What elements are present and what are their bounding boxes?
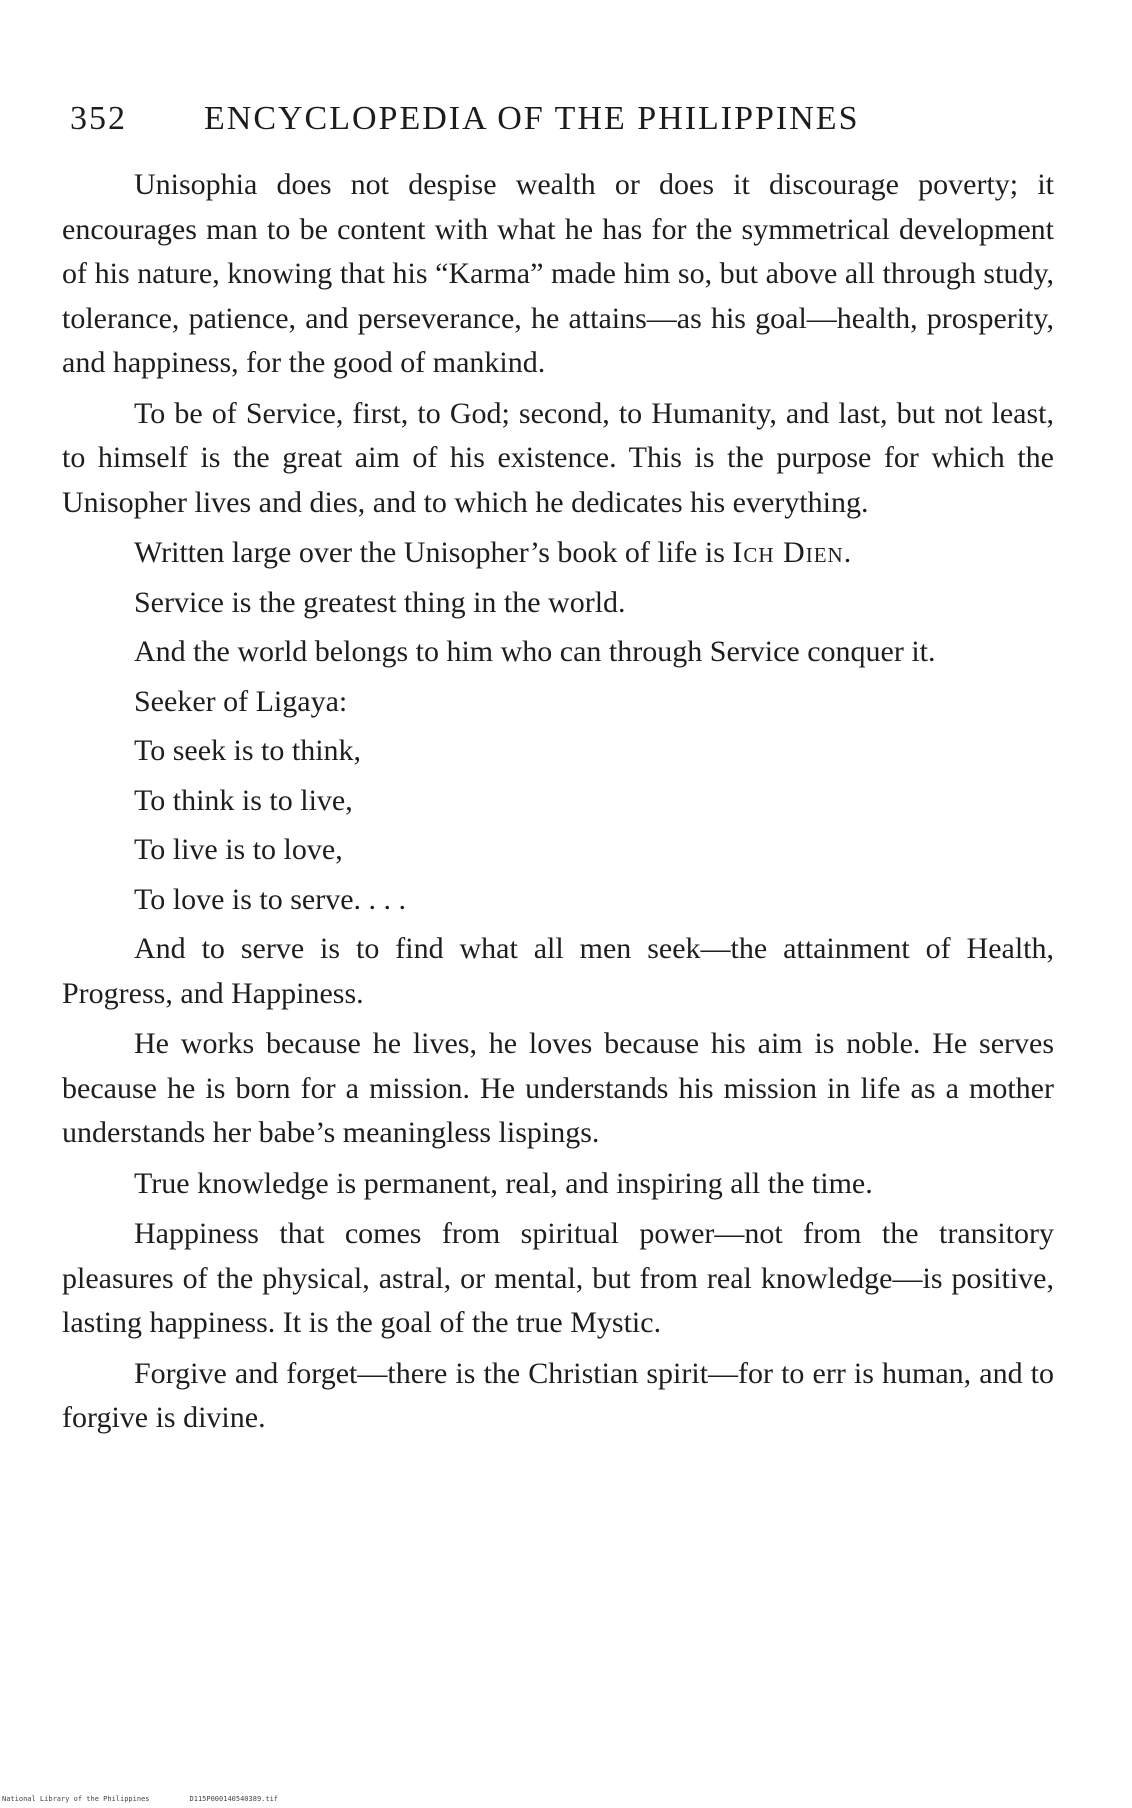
verse-line: To think is to live, bbox=[134, 783, 353, 817]
paragraph-world-belongs: And the world belongs to him who can through Service conquer it. bbox=[134, 635, 936, 668]
paragraph-service-greatest: Service is the greatest thing in the world. bbox=[134, 585, 626, 619]
ich-dien-suffix: . bbox=[843, 536, 852, 569]
scan-footer bbox=[2, 1795, 318, 1803]
verse-heading: Seeker of Ligaya: bbox=[134, 684, 348, 718]
verse-line: To seek is to think, bbox=[134, 734, 362, 767]
paragraph-ich-dien bbox=[62, 531, 1054, 576]
body-text bbox=[62, 163, 1054, 1447]
page-header bbox=[70, 100, 1060, 138]
page-number: 352 bbox=[70, 100, 127, 137]
ich-dien-prefix: Written large over the Unisopher’s book of life is bbox=[134, 536, 733, 569]
verse-line: To love is to serve. . . . bbox=[134, 882, 407, 916]
footer-library: National Library of the Philippines bbox=[2, 1795, 150, 1803]
paragraph-unisophia: Unisophia does not despise wealth or does it discourage poverty; it encourages man to be content with what he has for the symmetrical development of his nature, knowing that his “Karma” made him so, but above all through study, tolerance, patience, and perseverance, he attains—as his goal—health, prosperity, and happiness, for the good of mankind. bbox=[62, 168, 1054, 379]
paragraph-happiness: Happiness that comes from spiritual power—not from the transitory pleasures of the physical, astral, or mental, but from real knowledge—is positive, lasting happiness. It is the goal of the true Mystic. bbox=[62, 1217, 1054, 1339]
paragraph-works: He works because he lives, he loves because his aim is noble. He serves because he is born for a mission. He understands his mission in life as a mother understands her babe’s meaningless lispings. bbox=[62, 1027, 1054, 1149]
ich-dien-motto: Ich Dien bbox=[732, 536, 844, 569]
running-title: ENCYCLOPEDIA OF THE PHILIPPINES bbox=[204, 100, 860, 137]
paragraph-true-knowledge: True knowledge is permanent, real, and inspiring all the time. bbox=[134, 1166, 873, 1200]
paragraph-service: To be of Service, first, to God; second, to Humanity, and last, but not least, to himself is the great aim of his existence. This is the purpose for which the Unisopher lives and dies, and to which he dedicates his everything. bbox=[62, 396, 1054, 519]
paragraph-forgive: Forgive and forget—there is the Christian spirit—for to err is human, and to forgive is divine. bbox=[62, 1356, 1054, 1434]
paragraph-to-serve: And to serve is to find what all men seek—the attainment of Health, Progress, and Happiness. bbox=[62, 932, 1054, 1010]
verse-line: To live is to love, bbox=[134, 833, 343, 866]
footer-file-id: D115P000140540389.tif bbox=[189, 1795, 279, 1803]
